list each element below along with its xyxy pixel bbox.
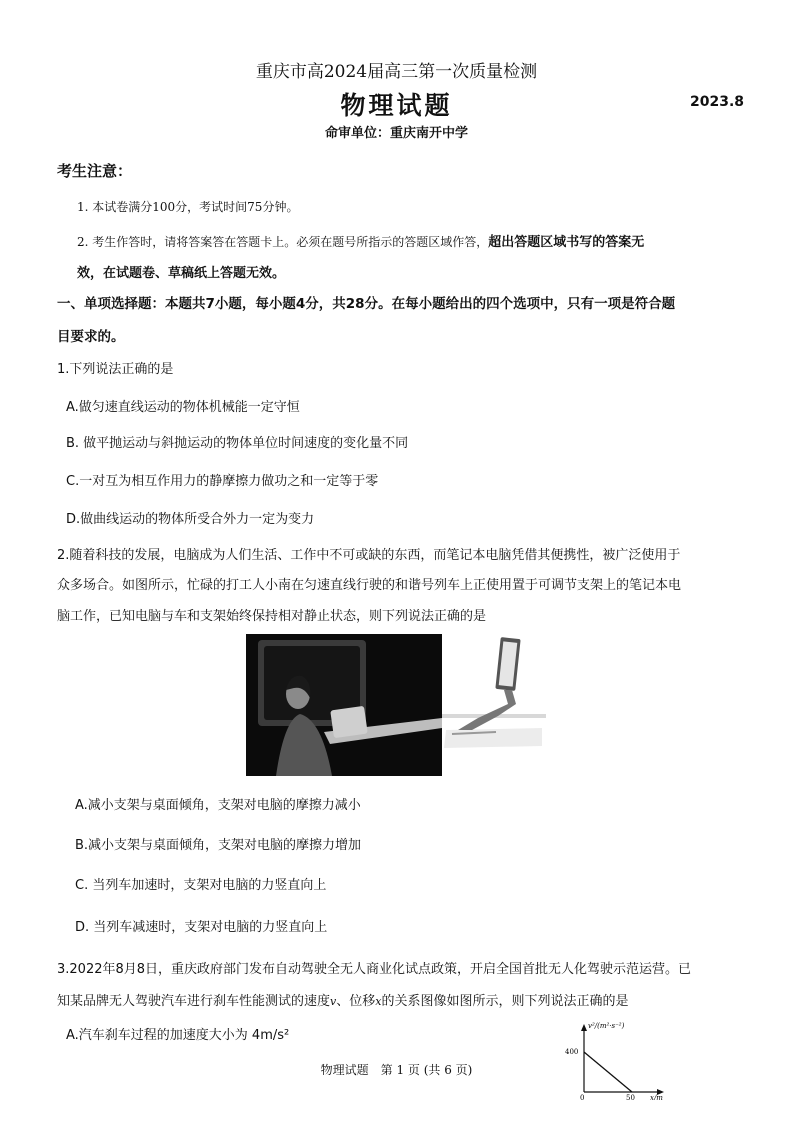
y-tick-label: 400 <box>565 1048 579 1056</box>
variable-x: x <box>375 995 382 1008</box>
question-2-option-c: C. 当列车加速时，支架对电脑的力竖直向上 <box>75 878 327 893</box>
question-2-stem-line-3: 脑工作，已知电脑与车和支架始终保持相对静止状态，则下列说法正确的是 <box>57 609 487 624</box>
section-heading-line-1: 一、单项选择题：本题共7小题，每小题4分，共28分。在每小题给出的四个选项中，只有一项是符合题 <box>57 296 676 312</box>
question-1-option-c: C.一对互为相互作用力的静摩擦力做功之和一定等于零 <box>66 474 379 489</box>
question-3-stem-line-1: 3.2022年8月8日，重庆政府部门发布自动驾驶全无人商业化试点政策，开启全国首批无人化驾驶示范运营。已 <box>57 962 692 977</box>
v2-x-graph <box>562 1020 672 1100</box>
y-axis-label: v²/(m²·s⁻²) <box>588 1022 625 1030</box>
notice-item-2-text: 2. 考生作答时，请将答案答在答题卡上。必须在题号所指示的答题区域作答， <box>77 235 489 249</box>
origin-label: 0 <box>580 1094 585 1100</box>
notice-heading: 考生注意： <box>57 162 133 180</box>
q3-text-pre: 知某品牌无人驾驶汽车进行刹车性能测试的速度 <box>57 994 331 1009</box>
question-1-option-b: B. 做平抛运动与斜抛运动的物体单位时间速度的变化量不同 <box>66 436 409 451</box>
question-2-stem-line-2: 众多场合。如图所示，忙碌的打工人小南在匀速直线行驶的和谐号列车上正使用置于可调节支架上的笔记本电 <box>57 578 682 593</box>
page-footer: 物理试题 第 1 页 (共 6 页) <box>320 1063 473 1077</box>
question-2-stem-line-1: 2.随着科技的发展，电脑成为人们生活、工作中不可或缺的东西，而笔记本电脑凭借其便携性，被广泛使用于 <box>57 548 681 563</box>
question-1-stem: 1.下列说法正确的是 <box>57 362 174 377</box>
exam-title: 重庆市高2024届高三第一次质量检测 <box>255 62 538 82</box>
notice-item-2-continued: 效，在试题卷、草稿纸上答题无效。 <box>77 266 286 281</box>
exam-date: 2023.8 <box>690 94 745 110</box>
subject-title: 物理试题 <box>340 91 453 120</box>
question-2-option-a: A.减小支架与桌面倾角，支架对电脑的摩擦力减小 <box>75 798 361 813</box>
question-1-option-a: A.做匀速直线运动的物体机械能一定守恒 <box>66 400 300 415</box>
x-axis-label: x/m <box>650 1094 663 1100</box>
section-heading-line-2: 目要求的。 <box>57 329 125 345</box>
variable-v: v <box>330 995 337 1008</box>
notice-item-2-bold: 超出答题区域书写的答案无 <box>488 235 645 250</box>
question-3-option-a: A.汽车刹车过程的加速度大小为 4m/s² <box>66 1028 290 1043</box>
y-axis-arrow <box>581 1024 587 1031</box>
question-2-option-b: B.减小支架与桌面倾角，支架对电脑的摩擦力增加 <box>75 838 362 853</box>
q3-text-mid: 、位移 <box>336 994 376 1009</box>
notice-item-1: 1. 本试卷满分100分，考试时间75分钟。 <box>77 200 299 214</box>
notice-item-2 <box>77 231 644 250</box>
train-laptop-photo <box>246 634 546 776</box>
setter-line: 命审单位：重庆南开中学 <box>324 126 468 141</box>
x-tick-label: 50 <box>626 1094 635 1100</box>
q3-text-post: 的关系图像如图所示，则下列说法正确的是 <box>381 994 629 1009</box>
question-1-option-d: D.做曲线运动的物体所受合外力一定为变力 <box>66 512 315 527</box>
question-2-option-d: D. 当列车减速时，支架对电脑的力竖直向上 <box>75 920 328 935</box>
question-3-stem-line-2 <box>57 990 628 1009</box>
